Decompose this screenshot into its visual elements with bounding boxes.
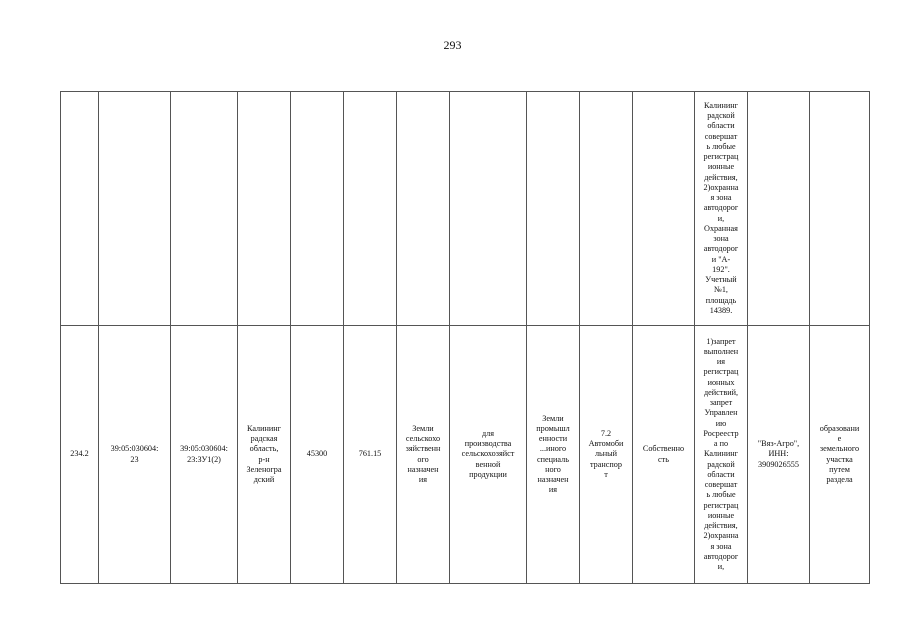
cell-permitted-use (450, 326, 527, 584)
area-value-2: 761.15 (358, 449, 382, 459)
cell-location (238, 326, 291, 584)
current-land-category: Земли сельскохо зяйственн ого назначен ия (405, 423, 441, 484)
cell-method (810, 326, 870, 584)
cell-source-cadastral (99, 326, 171, 584)
cell-right-type (633, 92, 695, 326)
permitted-use: для производства сельскохозяйст венной продукции (461, 428, 515, 479)
cell-category-new (527, 326, 580, 584)
new-plot-designation: 39:05:030604: 23:ЗУ1(2) (180, 444, 228, 464)
new-permitted-use: 7.2 Автомоби льный транспор т (588, 428, 624, 479)
cell-number (61, 92, 99, 326)
cell-category-current (397, 92, 450, 326)
cell-category-current (397, 326, 450, 584)
encumbrance-text: 1)запрет выполнен ия регистрац ионных действий, запрет Управлен ию Росреестр а по Калининг радской области совершат ь любые регистрац ионные действия, 2)охранна я зона автодорог и, (703, 336, 739, 572)
right-holder: "Вяз-Агро", ИНН: 3909026555 (757, 439, 800, 469)
area-value-1: 45300 (306, 449, 328, 459)
page-number: 293 (443, 38, 462, 52)
cell-holder (748, 92, 810, 326)
cell-new-plot (171, 92, 238, 326)
table-row (61, 92, 870, 326)
cell-use-new (580, 326, 633, 584)
cell-encumbrance (695, 326, 748, 584)
cell-permitted-use (450, 92, 527, 326)
cell-new-plot (171, 326, 238, 584)
cell-method (810, 92, 870, 326)
cell-area-2 (344, 92, 397, 326)
row-number: 234.2 (70, 449, 89, 459)
cell-holder (748, 326, 810, 584)
cell-number (61, 326, 99, 584)
source-cadastral-number: 39:05:030604: 23 (110, 444, 159, 464)
right-type: Собственно сть (642, 444, 685, 464)
cell-category-new (527, 92, 580, 326)
cell-area-1 (291, 326, 344, 584)
encumbrance-text: Калининг радской области совершат ь любые регистрац ионные действия, 2)охранна я зона автодорог и, Охранная зона автодорог и "А- 192". Учетный №1, площадь 14389. (703, 100, 739, 315)
land-plots-table (60, 91, 870, 584)
cell-use-new (580, 92, 633, 326)
formation-method: образовани е земельного участка путем раздела (819, 423, 860, 484)
plot-location: Калининг радская область, р-н Зеленогра дский (246, 423, 282, 484)
cell-encumbrance (695, 92, 748, 326)
cell-location (238, 92, 291, 326)
cell-source-cadastral (99, 92, 171, 326)
cell-area-1 (291, 92, 344, 326)
cell-area-2 (344, 326, 397, 584)
cell-right-type (633, 326, 695, 584)
table-row (61, 326, 870, 584)
new-land-category: Земли промышл енности ...иного специаль ного назначен ия (536, 413, 570, 495)
